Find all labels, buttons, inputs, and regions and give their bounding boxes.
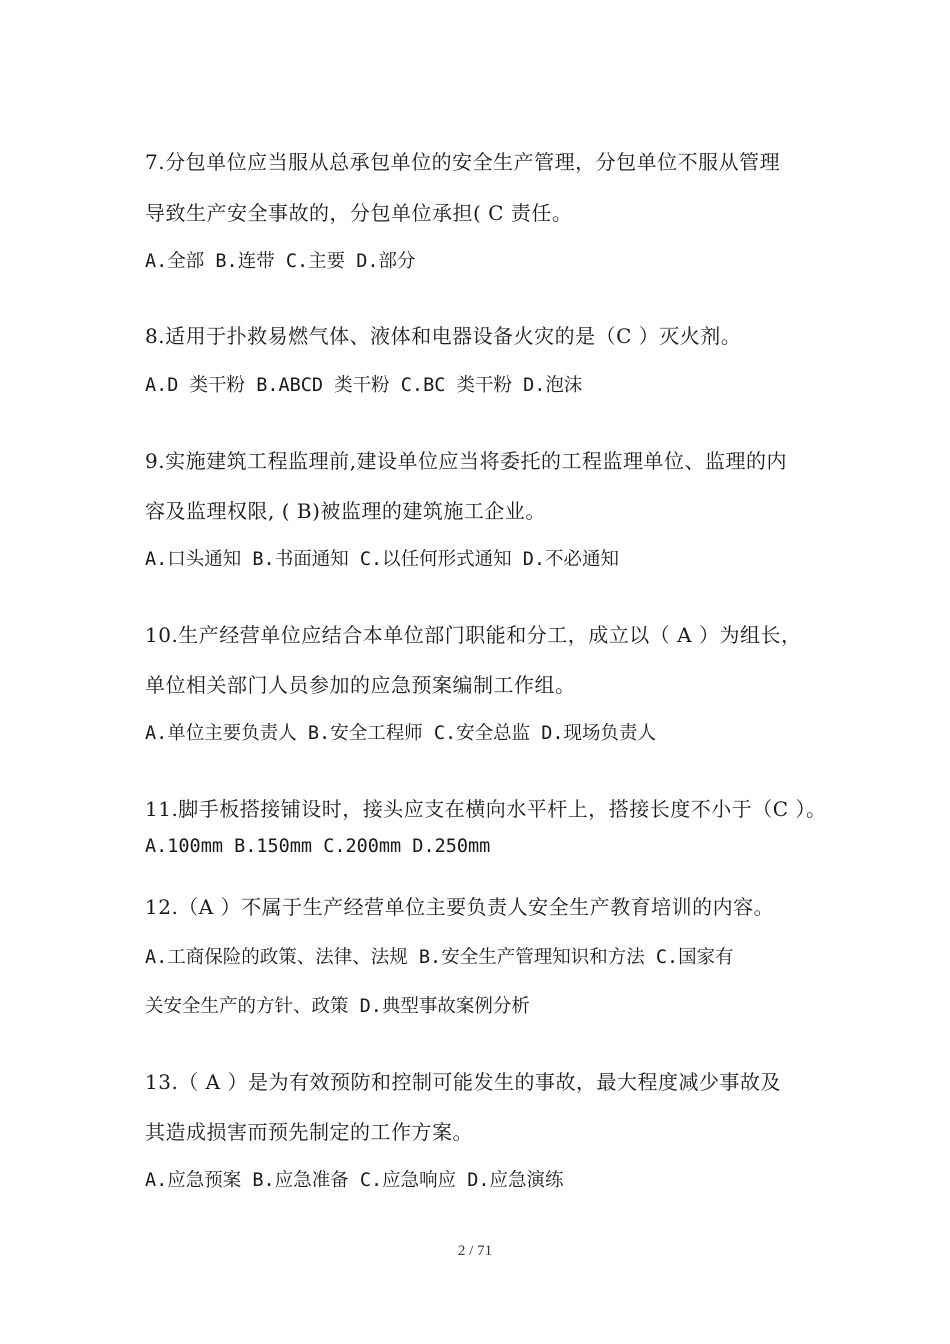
q7-options: A.全部 B.连带 C.主要 D.部分	[145, 251, 416, 272]
q12-options-line-2: 关安全生产的方针、政策 D.典型事故案例分析	[145, 996, 530, 1017]
page-number: 2 / 71	[457, 1243, 493, 1259]
q7-stem-line-1: 7.分包单位应当服从总承包单位的安全生产管理，分包单位不服从管理	[145, 150, 781, 174]
q12-options-line-1: A.工商保险的政策、法律、法规 B.安全生产管理知识和方法 C.国家有	[145, 947, 734, 968]
q8-options: A.D 类干粉 B.ABCD 类干粉 C.BC 类干粉 D.泡沫	[145, 375, 583, 396]
q9-stem-line-1: 9.实施建筑工程监理前,建设单位应当将委托的工程监理单位、监理的内	[145, 449, 787, 473]
q10-stem-line-2: 单位相关部门人员参加的应急预案编制工作组。	[145, 673, 576, 697]
q9-stem-line-2: 容及监理权限, ( B)被监理的建筑施工企业。	[145, 499, 546, 523]
q11-options: A.100mm B.150mm C.200mm D.250mm	[145, 836, 491, 857]
q7-stem-line-2: 导致生产安全事故的，分包单位承担( C 责任。	[145, 201, 573, 225]
q13-stem-line-1: 13.（ A ）是为有效预防和控制可能发生的事故，最大程度减少事故及	[145, 1070, 781, 1094]
q13-stem-line-2: 其造成损害而预先制定的工作方案。	[145, 1120, 473, 1144]
q10-stem-line-1: 10.生产经营单位应结合本单位部门职能和分工，成立以（ A ）为组长，	[145, 623, 802, 647]
q13-options: A.应急预案 B.应急准备 C.应急响应 D.应急演练	[145, 1170, 564, 1191]
q8-stem-line-1: 8.适用于扑救易燃气体、液体和电器设备火灾的是（C ）灭火剂。	[145, 324, 742, 348]
q11-stem-line-1: 11.脚手板搭接铺设时，接头应支在横向水平杆上，搭接长度不小于（C ）。	[145, 797, 827, 821]
q10-options: A.单位主要负责人 B.安全工程师 C.安全总监 D.现场负责人	[145, 723, 657, 744]
q12-stem-line-1: 12.（A ）不属于生产经营单位主要负责人安全生产教育培训的内容。	[145, 895, 775, 919]
q9-options: A.口头通知 B.书面通知 C.以任何形式通知 D.不必通知	[145, 549, 620, 570]
